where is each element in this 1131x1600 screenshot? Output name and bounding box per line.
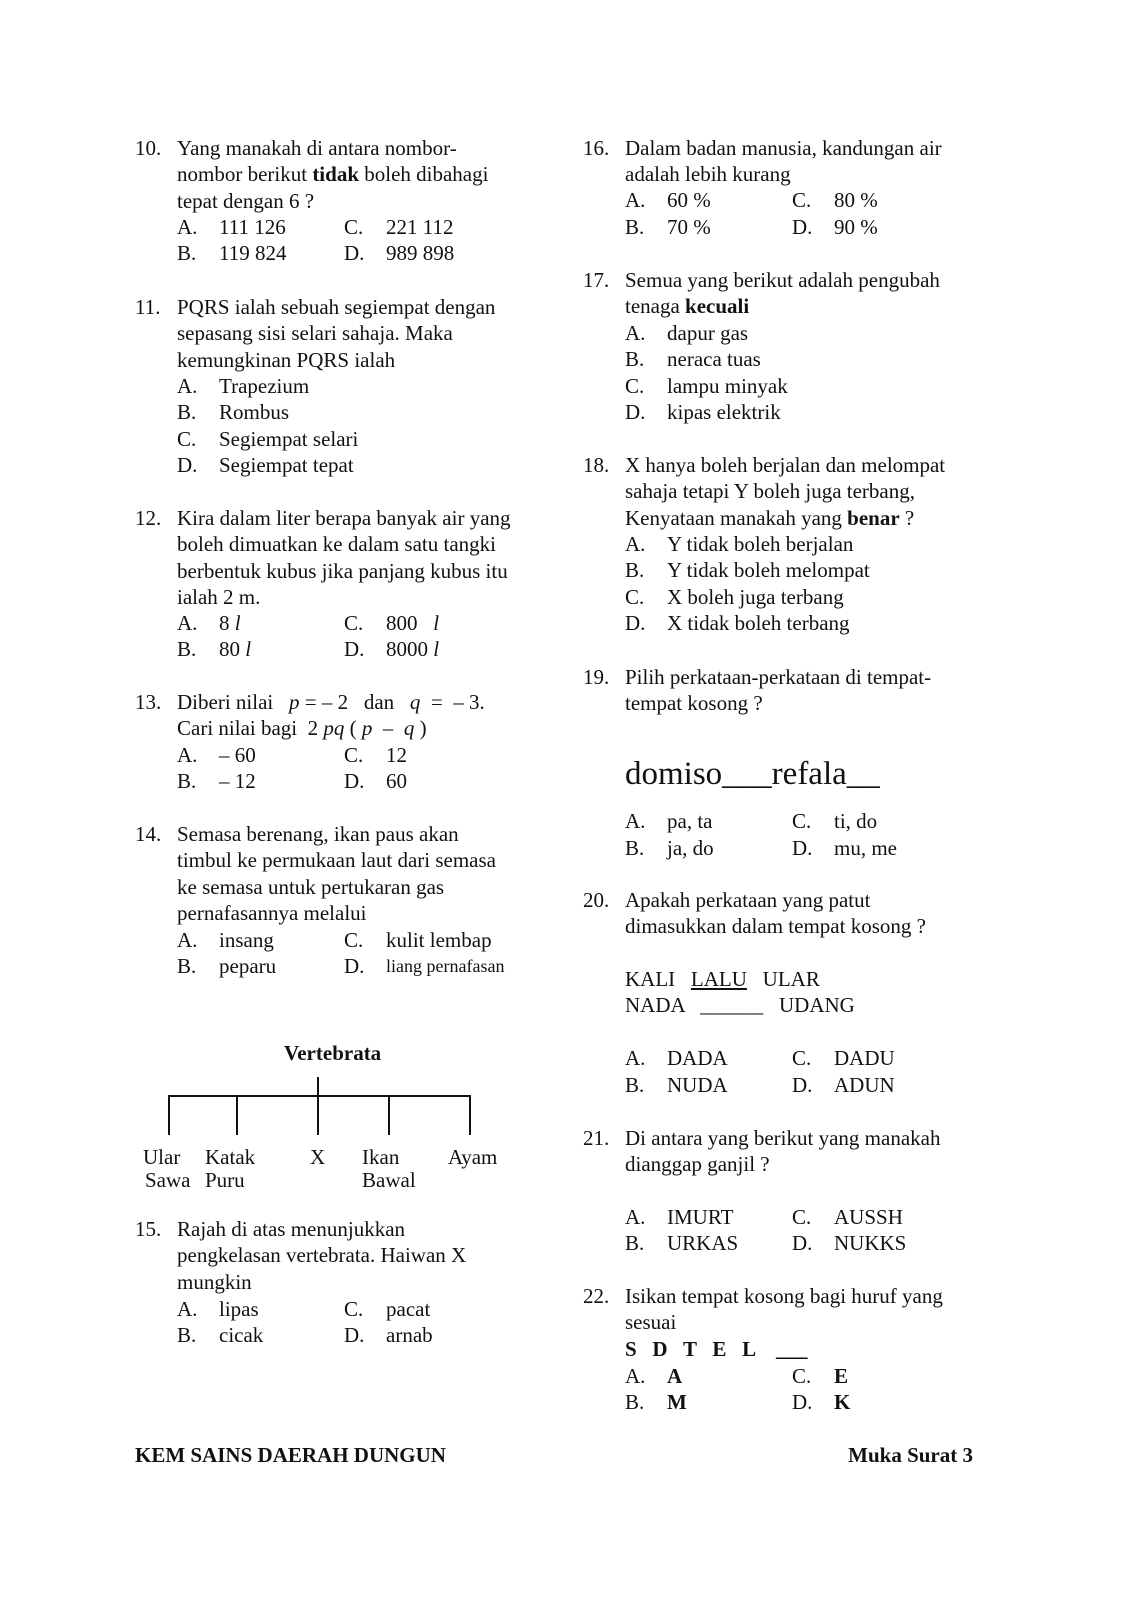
footer-page-number: Muka Surat 3 xyxy=(848,1443,973,1467)
option-text xyxy=(386,928,492,952)
question-stem-line xyxy=(177,162,488,186)
text-run: Rajah di atas menunjukkan xyxy=(177,1217,406,1241)
option-letter: B. xyxy=(177,1323,197,1347)
option-text xyxy=(386,1297,430,1321)
option-text xyxy=(667,1231,738,1255)
text-run: tepat dengan 6 ? xyxy=(177,188,315,213)
option-letter: A. xyxy=(177,743,198,767)
option-letter: A. xyxy=(177,215,198,239)
letter-sequence: S D T E L ___ xyxy=(625,1337,808,1361)
option-letter: A. xyxy=(177,374,198,398)
option-letter: C. xyxy=(344,928,364,952)
diagram-title: Vertebrata xyxy=(284,1041,382,1065)
question-stem-line xyxy=(625,691,763,715)
question-number: 11. xyxy=(135,295,161,319)
option-text xyxy=(386,769,407,793)
option-value: ja, do xyxy=(667,836,714,860)
option-text xyxy=(386,637,439,661)
text-run: adalah lebih kurang xyxy=(625,162,791,187)
text-run: mungkin xyxy=(177,1269,252,1294)
question-stem-line xyxy=(177,532,496,556)
option-text xyxy=(219,427,358,451)
option-value: 60 xyxy=(386,769,407,793)
question-number: 10. xyxy=(135,136,162,160)
text-run: Pilih perkataan-perkataan di tempat- xyxy=(625,665,932,689)
question-stem-line xyxy=(625,1152,770,1176)
option-text xyxy=(667,611,850,635)
option-letter: D. xyxy=(792,1390,813,1414)
question-stem-line xyxy=(177,690,485,714)
option-text xyxy=(834,1046,895,1070)
word-pattern-row xyxy=(625,967,820,991)
option-value: 800 xyxy=(386,611,434,635)
question-number: 20. xyxy=(583,888,610,912)
option-text xyxy=(219,1323,263,1347)
text-run: ULAR xyxy=(746,967,820,991)
option-letter: C. xyxy=(344,611,364,635)
option-text xyxy=(667,1390,687,1414)
option-text xyxy=(667,1205,733,1229)
option-letter: D. xyxy=(792,1073,813,1097)
option-text xyxy=(667,836,714,860)
text-run: Semua yang berikut adalah pengubah xyxy=(625,268,940,292)
option-value: dapur gas xyxy=(667,321,749,345)
text-run: Semasa berenang, ikan paus akan xyxy=(177,822,459,846)
option-value: NUKKS xyxy=(834,1231,907,1255)
question-stem-line xyxy=(625,453,945,477)
option-text xyxy=(386,215,453,239)
option-text xyxy=(667,374,788,398)
option-letter: B. xyxy=(625,836,645,860)
diagram-leaf-line xyxy=(168,1095,170,1135)
text-run: Kira dalam liter berapa banyak air yang xyxy=(177,506,511,530)
option-letter: C. xyxy=(792,188,812,212)
option-letter: A. xyxy=(625,1205,646,1229)
option-letter: B. xyxy=(177,954,197,978)
option-letter: C. xyxy=(792,1205,812,1229)
option-text xyxy=(219,743,256,767)
option-value: pacat xyxy=(386,1297,431,1321)
text-run: – xyxy=(372,716,404,741)
math-variable: q xyxy=(409,690,421,714)
option-letter: A. xyxy=(177,1297,198,1321)
option-text xyxy=(219,241,286,265)
option-text xyxy=(219,453,354,477)
option-letter: D. xyxy=(344,241,365,265)
emphasis-text: tidak xyxy=(312,162,359,187)
option-letter: B. xyxy=(625,1073,645,1097)
option-value: 8000 xyxy=(386,637,434,661)
option-letter: D. xyxy=(177,453,198,477)
option-text xyxy=(834,215,878,239)
option-letter: B. xyxy=(177,400,197,424)
option-value: ADUN xyxy=(834,1073,895,1097)
option-text xyxy=(219,637,251,661)
question-stem-line xyxy=(177,875,444,899)
option-text xyxy=(667,400,781,424)
question-stem-line xyxy=(625,294,749,318)
option-letter: B. xyxy=(625,1390,645,1414)
text-run: pernafasannya melalui xyxy=(177,901,367,926)
option-text xyxy=(667,1046,728,1070)
option-letter: C. xyxy=(344,1297,364,1321)
option-text xyxy=(667,809,712,833)
option-text xyxy=(219,769,256,793)
option-text xyxy=(834,1231,906,1255)
option-text xyxy=(219,611,241,635)
question-stem-line xyxy=(625,506,914,530)
option-text xyxy=(834,1073,895,1097)
liter-unit: l xyxy=(433,611,440,635)
text-run: sepasang sisi selari sahaja. Maka xyxy=(177,321,453,346)
option-value: 8 xyxy=(219,611,235,635)
option-value: neraca tuas xyxy=(667,347,761,371)
option-value: kipas elektrik xyxy=(667,400,781,424)
question-stem-line xyxy=(177,1270,252,1294)
diagram-label: X xyxy=(310,1145,326,1169)
option-text xyxy=(386,743,407,767)
option-text xyxy=(386,241,454,265)
text-run: sahaja tetapi Y boleh juga terbang, xyxy=(625,479,916,504)
text-run: ? xyxy=(899,505,915,530)
text-run: Diberi nilai xyxy=(177,690,289,714)
math-variable: q xyxy=(403,716,415,741)
diagram-leaf-line xyxy=(469,1095,471,1135)
option-text xyxy=(667,321,748,345)
option-value: Y tidak boleh berjalan xyxy=(667,532,854,556)
option-letter: B. xyxy=(177,241,197,265)
text-run: X hanya boleh berjalan dan melompat xyxy=(625,453,946,477)
text-run: dimasukkan dalam tempat kosong ? xyxy=(625,914,926,939)
option-value: X boleh juga terbang xyxy=(667,585,844,609)
option-value: 60 % xyxy=(667,188,711,212)
text-run: tenaga xyxy=(625,294,686,319)
option-value: insang xyxy=(219,928,274,952)
option-letter: D. xyxy=(792,215,813,239)
text-run: Dalam badan manusia, kandungan air xyxy=(625,136,942,160)
option-letter: C. xyxy=(344,215,364,239)
text-run: berbentuk kubus jika panjang kubus itu xyxy=(177,558,508,583)
option-text xyxy=(219,374,309,398)
option-letter: A. xyxy=(625,1364,646,1388)
option-letter: D. xyxy=(344,1323,365,1347)
option-letter: D. xyxy=(625,611,646,635)
option-value: 90 % xyxy=(834,215,878,239)
liter-unit: l xyxy=(245,637,252,661)
option-letter: C. xyxy=(792,1364,812,1388)
option-value: 12 xyxy=(386,743,407,767)
question-stem-line xyxy=(177,321,453,345)
option-text xyxy=(386,611,439,635)
option-text xyxy=(667,585,844,609)
question-stem-line xyxy=(177,559,508,583)
text-run: tempat kosong ? xyxy=(625,691,763,716)
question-number: 14. xyxy=(135,822,162,846)
diagram-leaf-line xyxy=(388,1095,390,1135)
text-run: kemungkinan PQRS ialah xyxy=(177,347,396,372)
math-variable: pq xyxy=(323,716,345,741)
question-number: 15. xyxy=(135,1217,162,1241)
option-text xyxy=(834,188,878,212)
option-value: cicak xyxy=(219,1323,264,1347)
option-value: NUDA xyxy=(667,1073,728,1097)
option-value: Segiempat selari xyxy=(219,427,359,451)
option-text xyxy=(219,1297,259,1321)
diagram-label: Ayam xyxy=(448,1145,498,1169)
question-stem-line xyxy=(177,136,457,160)
text-run: boleh dibahagi xyxy=(359,162,489,187)
text-run: pengkelasan vertebrata. Haiwan X xyxy=(177,1243,467,1268)
option-text xyxy=(219,954,276,978)
question-stem-line xyxy=(625,136,942,160)
emphasis-text: benar xyxy=(847,505,900,530)
text-run: timbul ke permukaan laut dari semasa xyxy=(177,848,496,873)
option-letter: A. xyxy=(625,1046,646,1070)
option-value: Segiempat tepat xyxy=(219,453,354,477)
question-number: 17. xyxy=(583,268,610,292)
option-letter: B. xyxy=(177,769,197,793)
liter-unit: l xyxy=(433,637,440,661)
text-run: = – 3. xyxy=(420,690,485,714)
option-letter: A. xyxy=(625,188,646,212)
option-letter: D. xyxy=(344,637,365,661)
option-text xyxy=(667,215,711,239)
option-text xyxy=(834,1364,848,1388)
diagram-label: Puru xyxy=(205,1168,245,1192)
pattern-text: domiso___refala__ xyxy=(625,756,880,792)
option-value: lampu minyak xyxy=(667,374,788,398)
question-stem-line xyxy=(177,189,314,213)
text-run: nombor berikut xyxy=(177,162,313,187)
option-value: – 60 xyxy=(219,743,256,767)
option-value: Trapezium xyxy=(219,374,310,398)
option-text xyxy=(667,558,870,582)
option-value: 221 112 xyxy=(386,215,454,239)
question-number: 13. xyxy=(135,690,162,714)
text-run: PQRS ialah sebuah segiempat dengan xyxy=(177,295,496,319)
question-stem-line xyxy=(625,1310,676,1334)
question-stem-line xyxy=(177,585,260,609)
option-letter: B. xyxy=(625,558,645,582)
question-stem-line xyxy=(177,822,459,846)
text-run: Di antara yang berikut yang manakah xyxy=(625,1126,941,1150)
text-run: boleh dimuatkan ke dalam satu tangki xyxy=(177,532,496,557)
question-stem-line xyxy=(177,348,395,372)
option-text xyxy=(386,954,504,978)
text-run: KALI xyxy=(625,967,691,991)
option-text xyxy=(667,188,711,212)
option-value: URKAS xyxy=(667,1231,739,1255)
option-letter: A. xyxy=(177,928,198,952)
question-number: 21. xyxy=(583,1126,610,1150)
option-letter: C. xyxy=(177,427,197,451)
option-letter: B. xyxy=(177,637,197,661)
question-number: 19. xyxy=(583,665,610,689)
option-value: Y tidak boleh melompat xyxy=(667,558,870,582)
option-value: 111 126 xyxy=(219,215,286,239)
option-letter: D. xyxy=(792,1231,813,1255)
option-value: DADU xyxy=(834,1046,895,1070)
option-value: AUSSH xyxy=(834,1205,903,1229)
option-value: Rombus xyxy=(219,400,290,424)
option-value: lipas xyxy=(219,1297,259,1321)
option-value: pa, ta xyxy=(667,809,713,833)
option-text xyxy=(667,532,853,556)
option-value: 70 % xyxy=(667,215,711,239)
diagram-leaf-line xyxy=(317,1077,319,1135)
math-variable: p xyxy=(288,690,300,714)
question-stem-line xyxy=(625,1126,940,1150)
text-run: Kenyataan manakah yang xyxy=(625,505,848,530)
option-text xyxy=(834,1205,903,1229)
diagram-label: Ular xyxy=(143,1145,181,1169)
option-letter: D. xyxy=(625,400,646,424)
option-letter: A. xyxy=(625,321,646,345)
option-letter: A. xyxy=(625,809,646,833)
text-run: ( xyxy=(344,716,362,741)
option-value: 80 xyxy=(219,637,246,661)
text-run: ke semasa untuk pertukaran gas xyxy=(177,874,445,899)
text-run: Yang manakah di antara nombor- xyxy=(177,136,457,160)
question-number: 22. xyxy=(583,1284,610,1308)
question-number: 18. xyxy=(583,453,610,477)
underlined-word: LALU xyxy=(690,967,747,991)
option-value: 989 898 xyxy=(386,241,455,265)
option-value: peparu xyxy=(219,954,277,978)
option-value: 119 824 xyxy=(219,241,287,265)
option-letter: D. xyxy=(792,836,813,860)
option-letter: A. xyxy=(625,532,646,556)
question-stem-line xyxy=(625,914,926,938)
option-text xyxy=(834,809,877,833)
option-text xyxy=(219,400,289,424)
question-stem-line xyxy=(625,1284,943,1308)
option-text xyxy=(219,928,274,952)
question-number: 16. xyxy=(583,136,610,160)
math-variable: p xyxy=(361,716,373,741)
option-letter: C. xyxy=(792,809,812,833)
diagram-label: Sawa xyxy=(145,1168,191,1192)
option-letter: D. xyxy=(344,769,365,793)
emphasis-text: kecuali xyxy=(685,294,750,319)
option-text xyxy=(386,1323,433,1347)
option-value: K xyxy=(834,1390,851,1414)
question-stem-line xyxy=(625,479,915,503)
option-value: E xyxy=(834,1364,849,1388)
diagram-label: Bawal xyxy=(362,1168,416,1192)
option-text xyxy=(834,836,897,860)
question-stem-line xyxy=(177,716,427,740)
question-stem-line xyxy=(177,295,495,319)
option-letter: A. xyxy=(177,611,198,635)
text-run: sesuai xyxy=(625,1310,677,1335)
text-run: ialah 2 m. xyxy=(177,585,261,610)
diagram-leaf-line xyxy=(236,1095,238,1135)
option-value: mu, me xyxy=(834,836,897,860)
option-value: kulit lembap xyxy=(386,928,492,952)
option-letter: B. xyxy=(625,215,645,239)
option-letter: C. xyxy=(344,743,364,767)
diagram-label: Ikan xyxy=(362,1145,400,1169)
question-stem-line xyxy=(625,665,931,689)
option-letter: D. xyxy=(344,954,365,978)
question-stem-line xyxy=(625,162,791,186)
word-pattern-row: NADA ______ UDANG xyxy=(625,993,855,1017)
liter-unit: l xyxy=(234,611,241,635)
text-run: Isikan tempat kosong bagi huruf yang xyxy=(625,1284,943,1308)
text-run: = – 2 dan xyxy=(299,690,410,714)
option-value: ti, do xyxy=(834,809,878,833)
diagram-branch-line xyxy=(168,1095,471,1097)
option-letter: C. xyxy=(625,374,645,398)
option-value: IMURT xyxy=(667,1205,734,1229)
question-stem-line xyxy=(177,848,496,872)
option-text xyxy=(667,1364,682,1388)
option-value: M xyxy=(667,1390,687,1414)
option-text xyxy=(667,347,761,371)
text-run: dianggap ganjil ? xyxy=(625,1152,770,1177)
question-stem-line xyxy=(177,901,367,925)
diagram-label: Katak xyxy=(205,1145,256,1169)
option-text xyxy=(667,1073,728,1097)
question-stem-line xyxy=(177,506,511,530)
question-stem-line xyxy=(625,268,940,292)
option-letter: C. xyxy=(792,1046,812,1070)
option-value: 80 % xyxy=(834,188,878,212)
option-text xyxy=(219,215,286,239)
option-text xyxy=(834,1390,850,1414)
question-stem-line xyxy=(177,1243,466,1267)
option-letter: C. xyxy=(625,585,645,609)
option-value: liang pernafasan xyxy=(386,956,505,976)
option-value: arnab xyxy=(386,1323,433,1347)
text-run: Apakah perkataan yang patut xyxy=(625,888,871,912)
option-value: DADA xyxy=(667,1046,728,1070)
question-stem-line xyxy=(177,1217,405,1241)
footer-school: KEM SAINS DAERAH DUNGUN xyxy=(135,1443,446,1467)
option-value: X tidak boleh terbang xyxy=(667,611,850,635)
option-letter: B. xyxy=(625,1231,645,1255)
question-number: 12. xyxy=(135,506,162,530)
question-stem-line xyxy=(625,888,870,912)
text-run: ) xyxy=(414,716,427,741)
option-value: A xyxy=(667,1364,683,1388)
option-value: – 12 xyxy=(219,769,256,793)
option-letter: B. xyxy=(625,347,645,371)
text-run: Cari nilai bagi 2 xyxy=(177,716,324,741)
